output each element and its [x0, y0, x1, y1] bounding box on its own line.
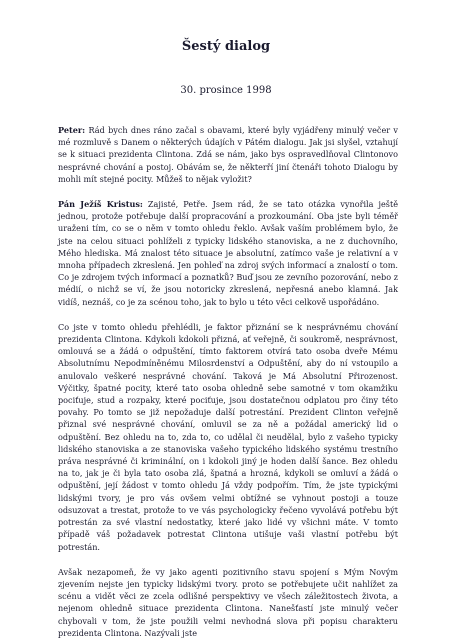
paragraph-text: Avšak nezapomeň, že vy jako agenti pozitivního stavu spojení s Mým Novým zjevením nejste jen typicky lidskými tvory. proto se potřebujete učit nahlížet za scénu a vidět věci ze zcela odlišné perspektivy ve všech záležitostech života, a nejenom ohledně situace prezidenta Clintona. Nanešťastí jste minulý večer chybovali v tom, že jste použili velmi nevhodná slova při popisu charakteru prezidenta Clintona. Nazývali jste: [58, 566, 398, 638]
document-date: 30. prosince 1998: [180, 85, 272, 96]
document-body: [58, 124, 398, 640]
paragraph-agents: [58, 566, 398, 639]
speaker-label: Peter:: [58, 125, 86, 135]
paragraph-text: Rád bych dnes ráno začal s obavami, které byly vyjádřeny minulý večer v mé rozmluvě s Danem o některých údajích v Pátém dialogu. Jak jsi slyšel, vztahují se k situaci prezidenta Clintona. Zdá se nám, jako bys ospravedlňoval Clintonovo nesprávné chování a postoj. Obávám se, že některří jiní čtenáři tohoto Dialogu by mohli mít stejné pocity. Můžeš to nějak vyložit?: [58, 125, 398, 184]
paragraph-text: Zajisté, Petře. Jsem rád, že se tato otázka vynořila ještě jednou, protože potřebuje další propracování a prozkoumání. Oba jste byli téměř uraženi tím, co se o něm v tomto ohledu řeklo. Avšak vaším problémem bylo, že jste na celou situaci pohlíželi z typicky lidského stanoviska, a ne z duchovního, Mého hlediska. Má znalost této situace je absolutní, zatímco vaše je relativní a v mnoha případech zkreslená. Jen pohleď na zdroj svých informací a znalostí o tom. Co je zdrojem tvých informací a poznatků? Buď jsou ze zevního pozorování, nebo z médií, o nichž se ví, že jsou notoricky zkreslená, nepřesná anebo klamná. Jak vidíš, neznáš, co je za scénou toho, jak to bylo u této věci celkově uspořádáno.: [58, 199, 398, 307]
paragraph-peter: [58, 124, 398, 185]
paragraph-jesus: [58, 198, 398, 308]
document-title: Šestý dialog: [181, 39, 271, 54]
paragraph-text: Co jste v tomto ohledu přehlédli, je faktor přiznání se k nesprávnému chování prezidenta Clintona. Kdykoli kdokoli přizná, ať veřejně, či soukromě, nesprávnost, omlouvá se a žádá o odpuštění, tímto faktorem otvírá tato osoba dveře Mému Absolutnímu Nepodmíněnému Milosrdenství a Odpuštění, aby do ní vstoupilo a anulovalo veškeré nesprávné chování. Taková je Má Absolutní Přirozenost. Výčitky, špatné pocity, které tato osoba ohledně sebe samotné v tom okamžiku pociťuje, stud a rozpaky, které pociťuje, jsou dostatečnou odplatou pro činy této povahy. Po tomto se již nepožaduje další potrestání. Prezident Clinton veřejně přiznal své nesprávné chování, omluvil se za ně a požádal americký lid o odpuštění. Bez ohledu na to, zda to, co udělal či neudělal, bylo z vašeho typicky lidského stanoviska a ze stanoviska vašeho typického lidského systému trestního práva nesprávné či kriminální, on i kdokoli jiný je hoden další šance. Bez ohledu na to, jak je či byla tato osoba zlá, špatná a hrozná, kdykoli se omluví a žádá o odpuštění, její žádost v tomto ohledu Já vždy podpořím. Tím, že jste typickými lidskými tvory, je pro vás ovšem velmi obtížné se vyhnout postoji a touze odsuzovat a trestat, protože to ve vás psychologicky řečeno vyvolává potřebu být potrestán za své vlastní nedostatky, které jako lidé vy všichni máte. V tomto případě váš požadavek potrestat Clintona utišuje vaši vlastní potřebu být potrestán.: [58, 321, 398, 552]
paragraph-confession: [58, 321, 398, 553]
speaker-label: Pán Ježíš Kristus:: [58, 199, 143, 210]
